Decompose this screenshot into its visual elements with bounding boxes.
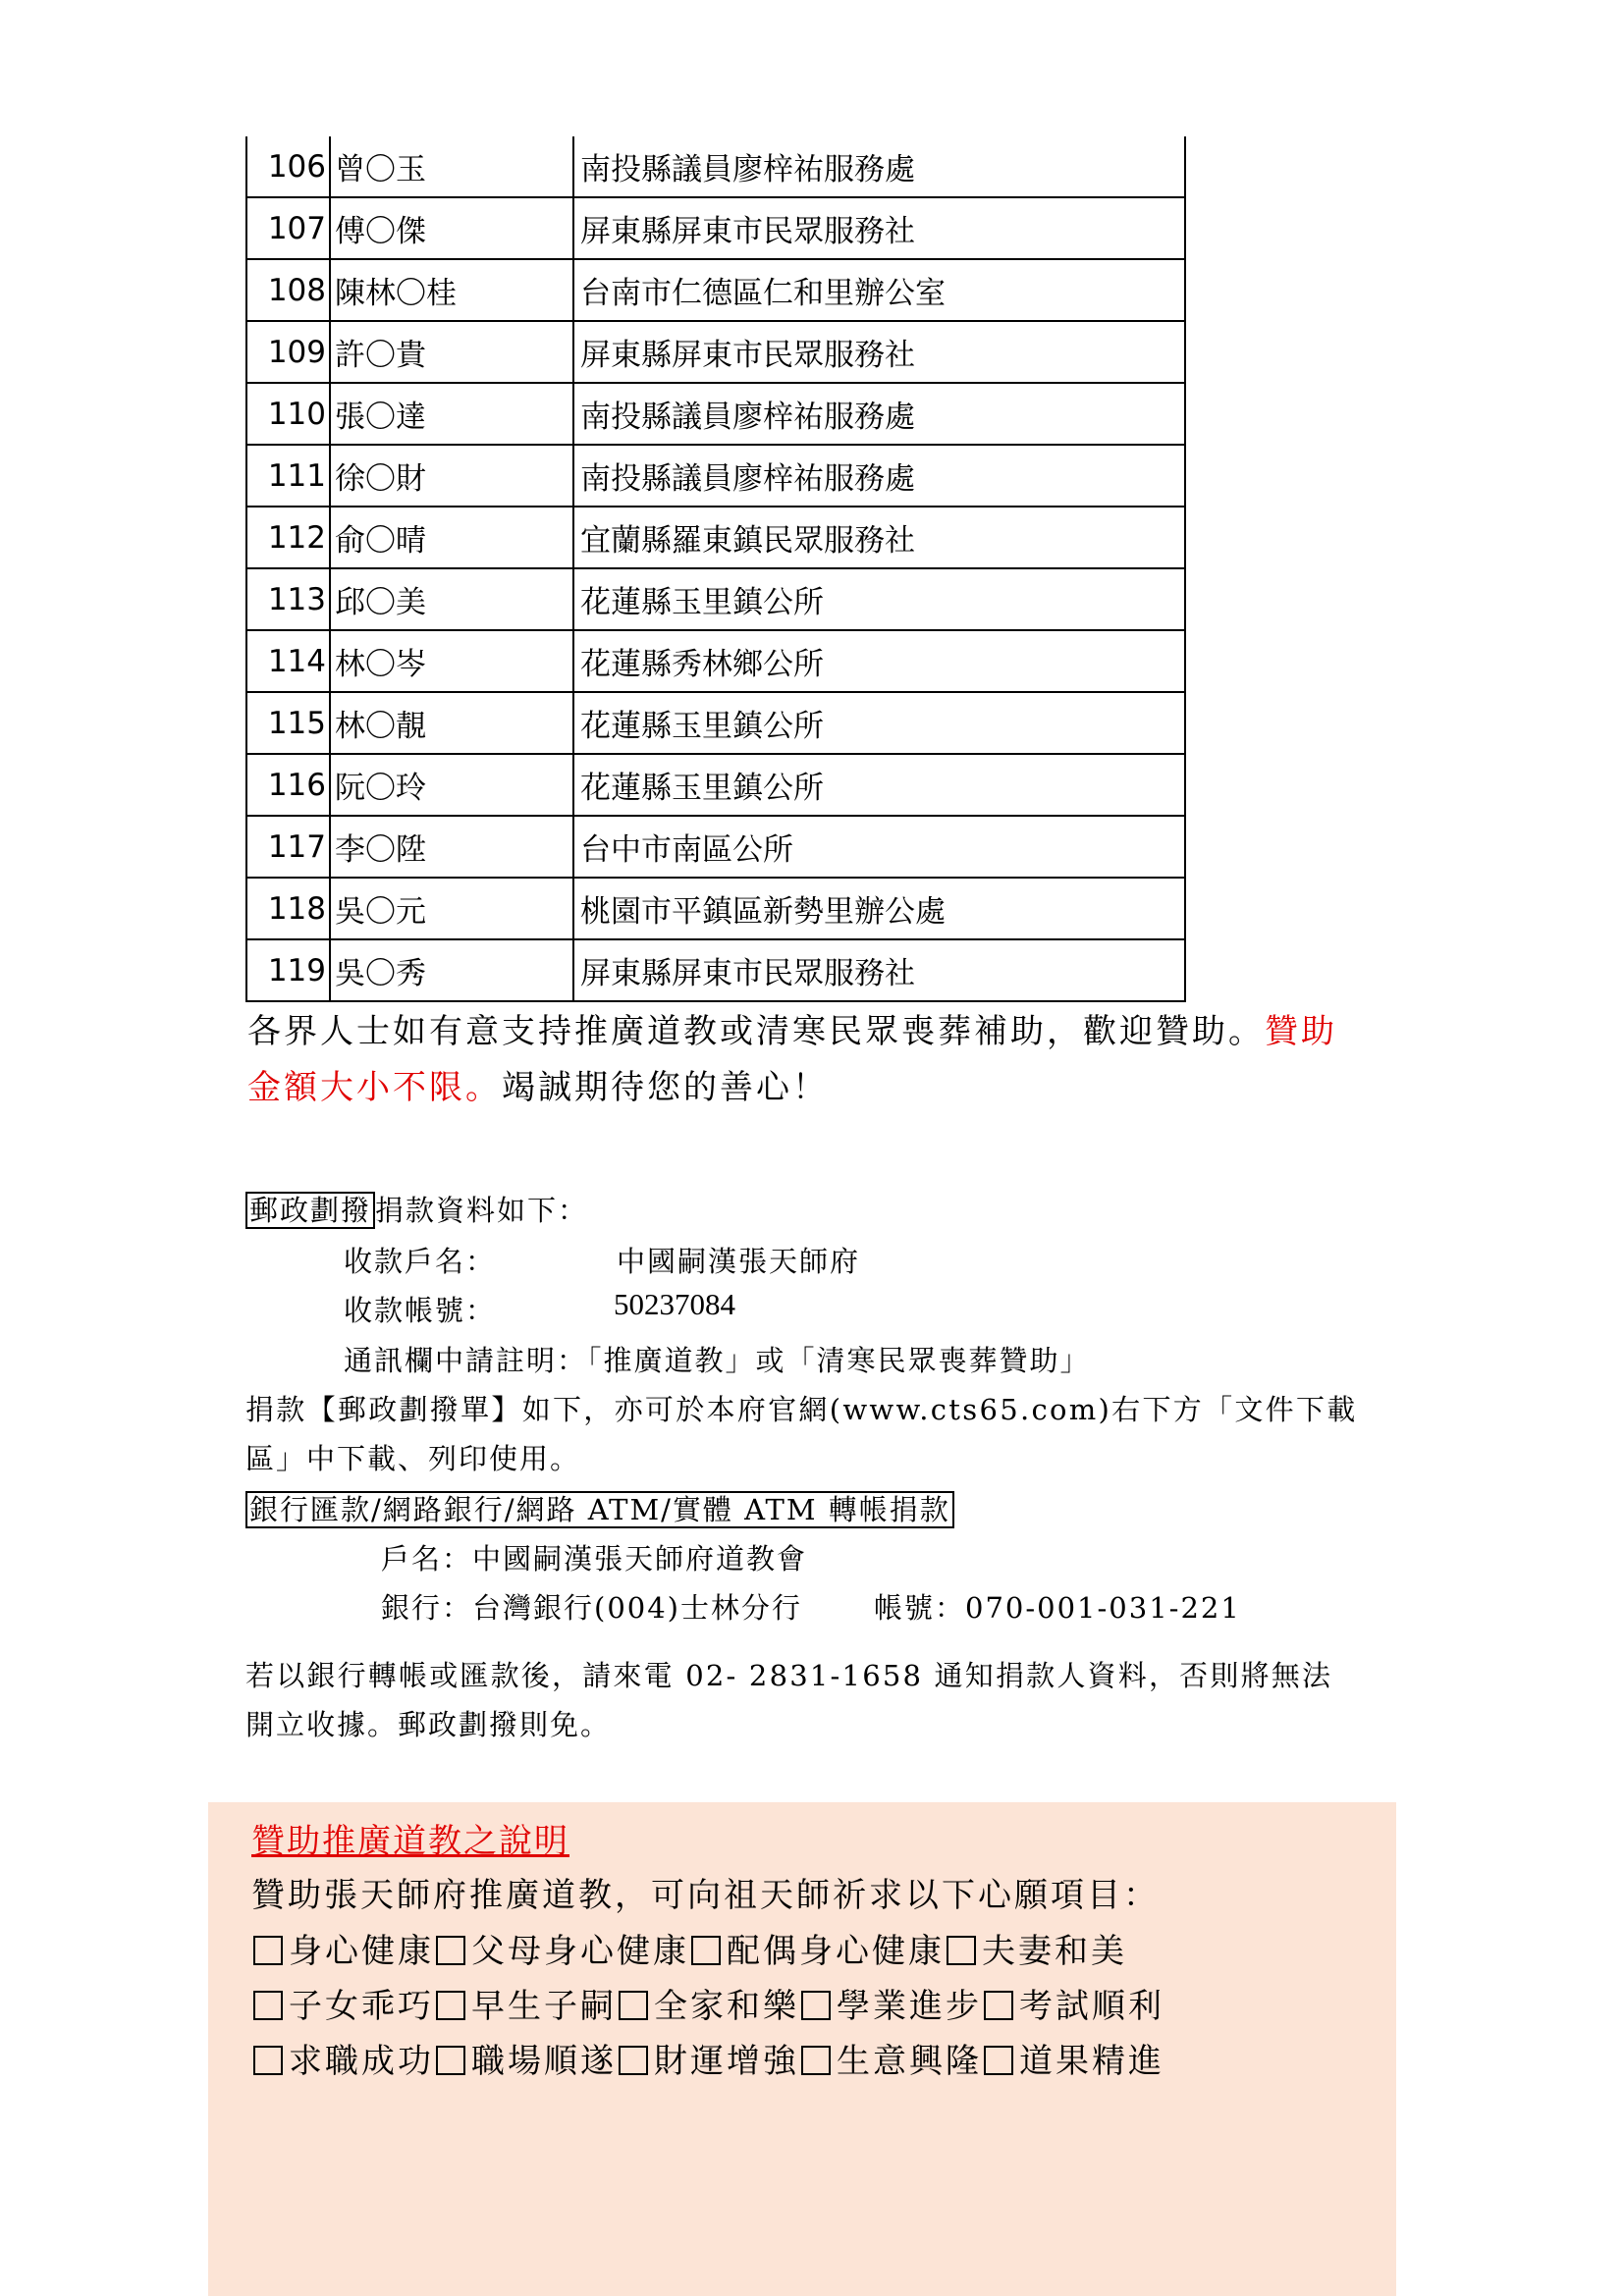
table-row	[246, 507, 1185, 568]
donor-name: 阮〇玲	[330, 754, 573, 816]
donor-organization: 屏東縣屏東市民眾服務社	[573, 197, 1185, 259]
checkbox-icon[interactable]	[253, 1936, 283, 1965]
postal-form-line-2: 區」中下載、列印使用。	[245, 1442, 581, 1475]
donor-organization: 屏東縣屏東市民眾服務社	[573, 939, 1185, 1001]
bank-name: 銀行：台灣銀行(004)士林分行	[381, 1591, 802, 1625]
wish-label: 配偶身心健康	[727, 1932, 945, 1971]
wish-row-1	[251, 1924, 1127, 1972]
row-number: 114	[246, 630, 330, 692]
row-number: 118	[246, 878, 330, 939]
appeal-highlight: 贊助	[1265, 1012, 1337, 1051]
appeal-line-1	[247, 1004, 1337, 1052]
donor-organization: 桃園市平鎮區新勢里辦公處	[573, 878, 1185, 939]
wish-option[interactable]	[982, 1987, 1164, 2026]
donor-table	[245, 136, 1186, 1002]
payee-value: 中國嗣漢張天師府	[617, 1245, 861, 1278]
donor-name: 林〇靚	[330, 692, 573, 754]
account-value: 50237084	[614, 1287, 735, 1321]
row-number: 110	[246, 383, 330, 445]
bank-notice-line-2: 開立收據。郵政劃撥則免。	[245, 1708, 612, 1741]
checkbox-icon[interactable]	[619, 2046, 648, 2075]
wish-label: 身心健康	[289, 1932, 434, 1971]
wish-option[interactable]	[251, 1932, 434, 1971]
wish-option[interactable]	[434, 1987, 617, 2026]
checkbox-icon[interactable]	[253, 2046, 283, 2075]
checkbox-icon[interactable]	[436, 1936, 465, 1965]
checkbox-icon[interactable]	[436, 1991, 465, 2020]
row-number: 107	[246, 197, 330, 259]
bank-account: 帳號：070-001-031-221	[874, 1591, 1241, 1625]
checkbox-icon[interactable]	[801, 1991, 831, 2020]
row-number: 109	[246, 321, 330, 383]
bank-boxed-label: 銀行匯款/網路銀行/網路 ATM/實體 ATM 轉帳捐款	[245, 1491, 954, 1528]
wish-label: 道果精進	[1019, 2042, 1164, 2081]
donor-name: 吳〇元	[330, 878, 573, 939]
checkbox-icon[interactable]	[984, 1991, 1013, 2020]
wish-label: 父母身心健康	[471, 1932, 689, 1971]
wish-label: 生意興隆	[837, 2042, 982, 2081]
wish-option[interactable]	[434, 1932, 689, 1971]
donor-organization: 花蓮縣秀林鄉公所	[573, 630, 1185, 692]
row-number: 117	[246, 816, 330, 878]
table-row	[246, 383, 1185, 445]
donor-name: 林〇岑	[330, 630, 573, 692]
postal-form-line-1: 捐款【郵政劃撥單】如下，亦可於本府官網(www.cts65.com)右下方「文件下載	[245, 1393, 1358, 1426]
postal-heading	[245, 1189, 588, 1229]
table-row	[246, 568, 1185, 630]
wish-label: 求職成功	[289, 2042, 434, 2081]
checkbox-icon[interactable]	[801, 2046, 831, 2075]
wish-option[interactable]	[434, 2042, 617, 2081]
table-row	[246, 630, 1185, 692]
donor-table-body	[246, 136, 1185, 1001]
checkbox-icon[interactable]	[253, 1991, 283, 2020]
donor-organization: 屏東縣屏東市民眾服務社	[573, 321, 1185, 383]
bank-notice-line-1: 若以銀行轉帳或匯款後，請來電 02- 2831-1658 通知捐款人資料，否則將無法	[245, 1659, 1333, 1692]
donor-organization: 宜蘭縣羅東鎮民眾服務社	[573, 507, 1185, 568]
appeal-line-2	[247, 1060, 829, 1108]
donor-name: 許〇貴	[330, 321, 573, 383]
table-row	[246, 321, 1185, 383]
row-number: 115	[246, 692, 330, 754]
wish-label: 夫妻和美	[982, 1932, 1127, 1971]
wish-option[interactable]	[799, 1987, 982, 2026]
donor-name: 徐〇財	[330, 445, 573, 507]
donor-organization: 花蓮縣玉里鎮公所	[573, 754, 1185, 816]
checkbox-icon[interactable]	[984, 2046, 1013, 2075]
donor-name: 傅〇傑	[330, 197, 573, 259]
wish-option[interactable]	[251, 1987, 434, 2026]
wish-option[interactable]	[617, 2042, 799, 2081]
donor-name: 邱〇美	[330, 568, 573, 630]
donor-organization: 南投縣議員廖梓祐服務處	[573, 445, 1185, 507]
appeal-text: 各界人士如有意支持推廣道教或清寒民眾喪葬補助，歡迎贊助。	[247, 1012, 1265, 1051]
wish-label: 全家和樂	[654, 1987, 799, 2026]
appeal-text-2: 竭誠期待您的善心！	[502, 1068, 829, 1107]
table-row	[246, 259, 1185, 321]
row-number: 112	[246, 507, 330, 568]
bank-holder: 戶名：中國嗣漢張天師府道教會	[381, 1542, 808, 1575]
wish-option[interactable]	[982, 2042, 1164, 2081]
donor-name: 張〇達	[330, 383, 573, 445]
panel-intro: 贊助張天師府推廣道教，可向祖天師祈求以下心願項目：	[251, 1876, 1160, 1915]
donor-name: 俞〇晴	[330, 507, 573, 568]
panel-title: 贊助推廣道教之說明	[251, 1822, 569, 1861]
checkbox-icon[interactable]	[947, 1936, 976, 1965]
donor-organization: 台南市仁德區仁和里辦公室	[573, 259, 1185, 321]
table-row	[246, 939, 1185, 1001]
wish-option[interactable]	[617, 1987, 799, 2026]
bank-heading	[245, 1488, 954, 1528]
donor-name: 陳林〇桂	[330, 259, 573, 321]
table-row	[246, 136, 1185, 197]
donor-name: 李〇陞	[330, 816, 573, 878]
checkbox-icon[interactable]	[436, 2046, 465, 2075]
donor-organization: 南投縣議員廖梓祐服務處	[573, 383, 1185, 445]
table-row	[246, 197, 1185, 259]
wish-row-3	[251, 2034, 1164, 2082]
row-number: 113	[246, 568, 330, 630]
payee-label: 收款戶名：	[344, 1245, 497, 1278]
table-row	[246, 692, 1185, 754]
wish-label: 子女乖巧	[289, 1987, 434, 2026]
row-number: 119	[246, 939, 330, 1001]
wish-label: 考試順利	[1019, 1987, 1164, 2026]
wish-option[interactable]	[799, 2042, 982, 2081]
wish-label: 早生子嗣	[471, 1987, 617, 2026]
checkbox-icon[interactable]	[691, 1936, 721, 1965]
row-number: 111	[246, 445, 330, 507]
wish-row-2	[251, 1979, 1164, 2027]
postal-note: 通訊欄中請註明：「推廣道教」或「清寒民眾喪葬贊助」	[344, 1344, 1091, 1377]
donor-organization: 花蓮縣玉里鎮公所	[573, 692, 1185, 754]
postal-boxed-label: 郵政劃撥	[245, 1192, 375, 1229]
table-row	[246, 878, 1185, 939]
table-row	[246, 816, 1185, 878]
appeal-highlight-2: 金額大小不限。	[247, 1068, 502, 1107]
wish-label: 財運增強	[654, 2042, 799, 2081]
row-number: 116	[246, 754, 330, 816]
donor-name: 曾〇玉	[330, 136, 573, 197]
donor-organization: 南投縣議員廖梓祐服務處	[573, 136, 1185, 197]
account-label: 收款帳號：	[344, 1294, 497, 1327]
wish-label: 學業進步	[837, 1987, 982, 2026]
checkbox-icon[interactable]	[619, 1991, 648, 2020]
row-number: 108	[246, 259, 330, 321]
postal-intro: 捐款資料如下：	[375, 1194, 589, 1227]
donor-organization: 花蓮縣玉里鎮公所	[573, 568, 1185, 630]
table-row	[246, 754, 1185, 816]
wish-option[interactable]	[251, 2042, 434, 2081]
wish-option[interactable]	[945, 1932, 1127, 1971]
wish-label: 職場順遂	[471, 2042, 617, 2081]
wish-option[interactable]	[689, 1932, 945, 1971]
donor-name: 吳〇秀	[330, 939, 573, 1001]
row-number: 106	[246, 136, 330, 197]
table-row	[246, 445, 1185, 507]
donor-organization: 台中市南區公所	[573, 816, 1185, 878]
